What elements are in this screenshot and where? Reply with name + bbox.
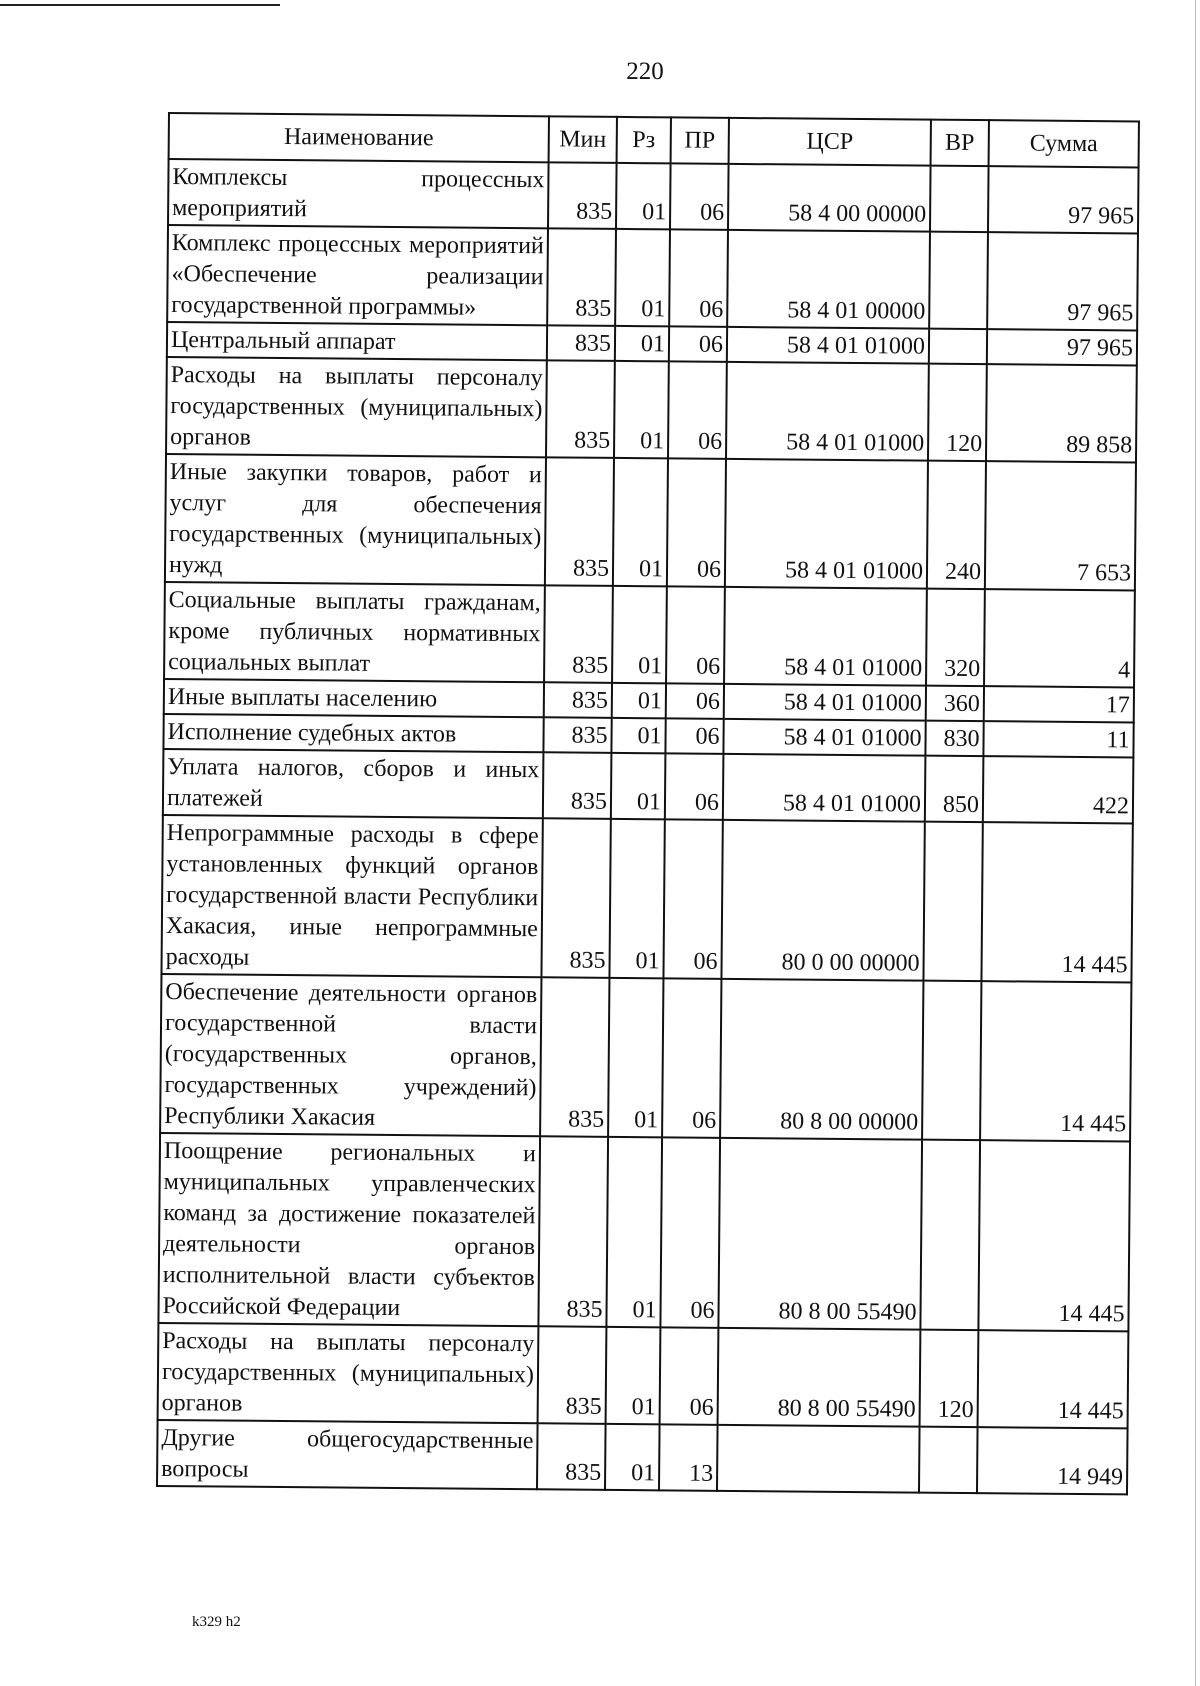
row-sum: 97 965 — [987, 232, 1138, 330]
row-vr — [920, 1140, 980, 1330]
row-min: 835 — [546, 360, 615, 458]
table-row — [167, 225, 1138, 330]
row-rz: 01 — [606, 1137, 662, 1327]
row-vr — [930, 166, 989, 233]
row-sum: 11 — [983, 721, 1133, 757]
row-rz: 01 — [614, 361, 669, 458]
footer-code: k329 h2 — [192, 1614, 241, 1630]
row-csr: 58 4 01 01000 — [724, 684, 926, 721]
scan-top-rule — [0, 4, 280, 6]
row-rz: 01 — [606, 1327, 661, 1424]
row-csr: 58 4 01 01000 — [727, 327, 929, 364]
row-vr: 320 — [926, 589, 985, 687]
row-sum: 89 858 — [986, 364, 1137, 462]
row-csr: 58 4 01 01000 — [726, 362, 929, 461]
row-csr: 80 0 00 00000 — [721, 820, 924, 981]
row-min: 835 — [548, 162, 617, 229]
table-row — [163, 749, 1134, 823]
budget-table — [156, 112, 1140, 1495]
row-sum: 17 — [984, 686, 1134, 722]
row-pr: 06 — [665, 753, 724, 820]
row-rz: 01 — [611, 753, 666, 819]
row-name: Комплексы процессных мероприятий — [168, 159, 549, 228]
row-vr — [919, 1427, 978, 1494]
row-vr: 120 — [928, 364, 987, 462]
row-vr — [929, 329, 987, 365]
row-rz: 01 — [605, 1424, 660, 1490]
row-min: 835 — [540, 977, 609, 1137]
row-pr: 06 — [670, 163, 729, 230]
table-row — [168, 159, 1139, 233]
row-vr — [923, 822, 982, 982]
row-min: 835 — [545, 457, 614, 586]
row-pr: 06 — [669, 326, 727, 362]
row-vr: 240 — [927, 461, 986, 590]
row-vr — [929, 232, 988, 330]
row-pr: 13 — [659, 1424, 718, 1491]
row-sum: 97 965 — [987, 329, 1137, 365]
row-name: Центральный аппарат — [167, 322, 547, 360]
row-name: Комплекс процессных мероприятий «Обеспечение реализации государственной программы» — [167, 225, 548, 325]
row-rz: 01 — [616, 163, 671, 229]
row-name: Исполнение судебных актов — [163, 714, 543, 752]
row-sum: 97 965 — [988, 166, 1139, 233]
row-name: Иные выплаты населению — [164, 679, 544, 717]
row-pr: 06 — [669, 229, 728, 327]
row-sum: 14 949 — [977, 1427, 1128, 1494]
row-pr: 06 — [663, 819, 722, 979]
row-pr: 06 — [660, 1327, 719, 1425]
table-row — [161, 815, 1132, 982]
row-sum: 14 445 — [980, 981, 1131, 1141]
row-sum: 14 445 — [978, 1140, 1130, 1331]
row-name: Непрограммные расходы в сфере установленных функций органов государственной власти Республики Хакасия, иные непрограммные расходы — [161, 815, 542, 977]
row-name: Социальные выплаты гражданам, кроме публичных нормативных социальных выплат — [164, 582, 545, 682]
row-csr — [717, 1425, 920, 1493]
row-pr: 06 — [667, 458, 726, 587]
row-csr: 80 8 00 00000 — [720, 979, 923, 1140]
table-row — [166, 357, 1137, 462]
row-csr: 58 4 00 00000 — [728, 164, 931, 232]
row-min: 835 — [538, 1326, 607, 1424]
row-min: 835 — [537, 1423, 606, 1490]
row-min: 835 — [544, 682, 612, 718]
table-row — [160, 974, 1131, 1141]
row-pr: 06 — [662, 978, 721, 1138]
table-row — [158, 1133, 1130, 1331]
row-sum: 422 — [983, 756, 1134, 823]
row-min: 835 — [538, 1136, 608, 1327]
row-sum: 4 — [984, 589, 1135, 687]
row-name: Расходы на выплаты персоналу государственных (муниципальных) органов — [158, 1323, 539, 1423]
row-pr: 06 — [666, 586, 725, 684]
header-rz: Рз — [617, 117, 671, 163]
table-row — [158, 1323, 1129, 1428]
row-rz: 01 — [612, 683, 666, 718]
row-csr: 58 4 01 01000 — [723, 719, 925, 756]
row-name: Иные закупки товаров, работ и услуг для обеспечения государственных (муниципальных) нужд — [165, 454, 546, 585]
row-name: Другие общегосударственные вопросы — [157, 1420, 538, 1489]
row-name: Поощрение региональных и муниципальных управленческих команд за достижение показателей деятельности органов исполнительной власти субъектов Российской Федерации — [158, 1133, 540, 1326]
row-pr: 06 — [668, 361, 727, 459]
row-min: 835 — [547, 228, 616, 326]
row-rz: 01 — [612, 586, 667, 683]
page-number: 220 — [626, 58, 664, 85]
row-name: Расходы на выплаты персоналу государственных (муниципальных) органов — [166, 357, 547, 457]
row-vr: 830 — [925, 721, 983, 757]
row-rz: 01 — [611, 718, 665, 753]
table-row — [164, 582, 1135, 687]
row-sum: 14 445 — [981, 822, 1132, 982]
row-sum: 7 653 — [985, 461, 1136, 590]
row-min: 835 — [543, 752, 612, 819]
row-min: 835 — [543, 717, 611, 753]
row-csr: 58 4 01 01000 — [724, 587, 927, 686]
table-row — [157, 1420, 1128, 1494]
row-csr: 58 4 01 01000 — [723, 754, 926, 822]
row-min: 835 — [544, 585, 613, 683]
row-pr: 06 — [666, 683, 724, 719]
row-sum: 14 445 — [978, 1330, 1129, 1428]
row-name: Уплата налогов, сборов и иных платежей — [163, 749, 544, 818]
row-csr: 80 8 00 55490 — [718, 1328, 921, 1427]
row-csr: 80 8 00 55490 — [718, 1138, 922, 1330]
header-vr: ВР — [931, 120, 989, 167]
header-sum: Сумма — [989, 120, 1139, 167]
row-pr: 06 — [665, 718, 723, 754]
scan-page-edge — [1195, 0, 1196, 1686]
row-csr: 58 4 01 00000 — [727, 230, 930, 329]
row-min: 835 — [547, 325, 615, 361]
row-vr: 360 — [926, 686, 984, 722]
header-name: Наименование — [169, 113, 549, 162]
row-rz: 01 — [615, 326, 669, 361]
row-rz: 01 — [609, 819, 664, 978]
row-rz: 01 — [608, 978, 663, 1137]
row-vr: 120 — [920, 1330, 979, 1428]
row-vr — [922, 981, 981, 1141]
header-csr: ЦСР — [729, 118, 931, 166]
row-csr: 58 4 01 01000 — [725, 459, 928, 589]
row-rz: 01 — [613, 458, 668, 586]
row-pr: 06 — [660, 1137, 720, 1327]
row-min: 835 — [541, 818, 610, 978]
row-rz: 01 — [615, 229, 670, 326]
table-row — [165, 454, 1136, 590]
header-pr: ПР — [671, 117, 729, 164]
row-name: Обеспечение деятельности органов государственной власти (государственных органов, государственных учреждений) Республики Хакасия — [160, 974, 541, 1136]
row-vr: 850 — [925, 756, 984, 823]
header-min: Мин — [549, 116, 617, 163]
